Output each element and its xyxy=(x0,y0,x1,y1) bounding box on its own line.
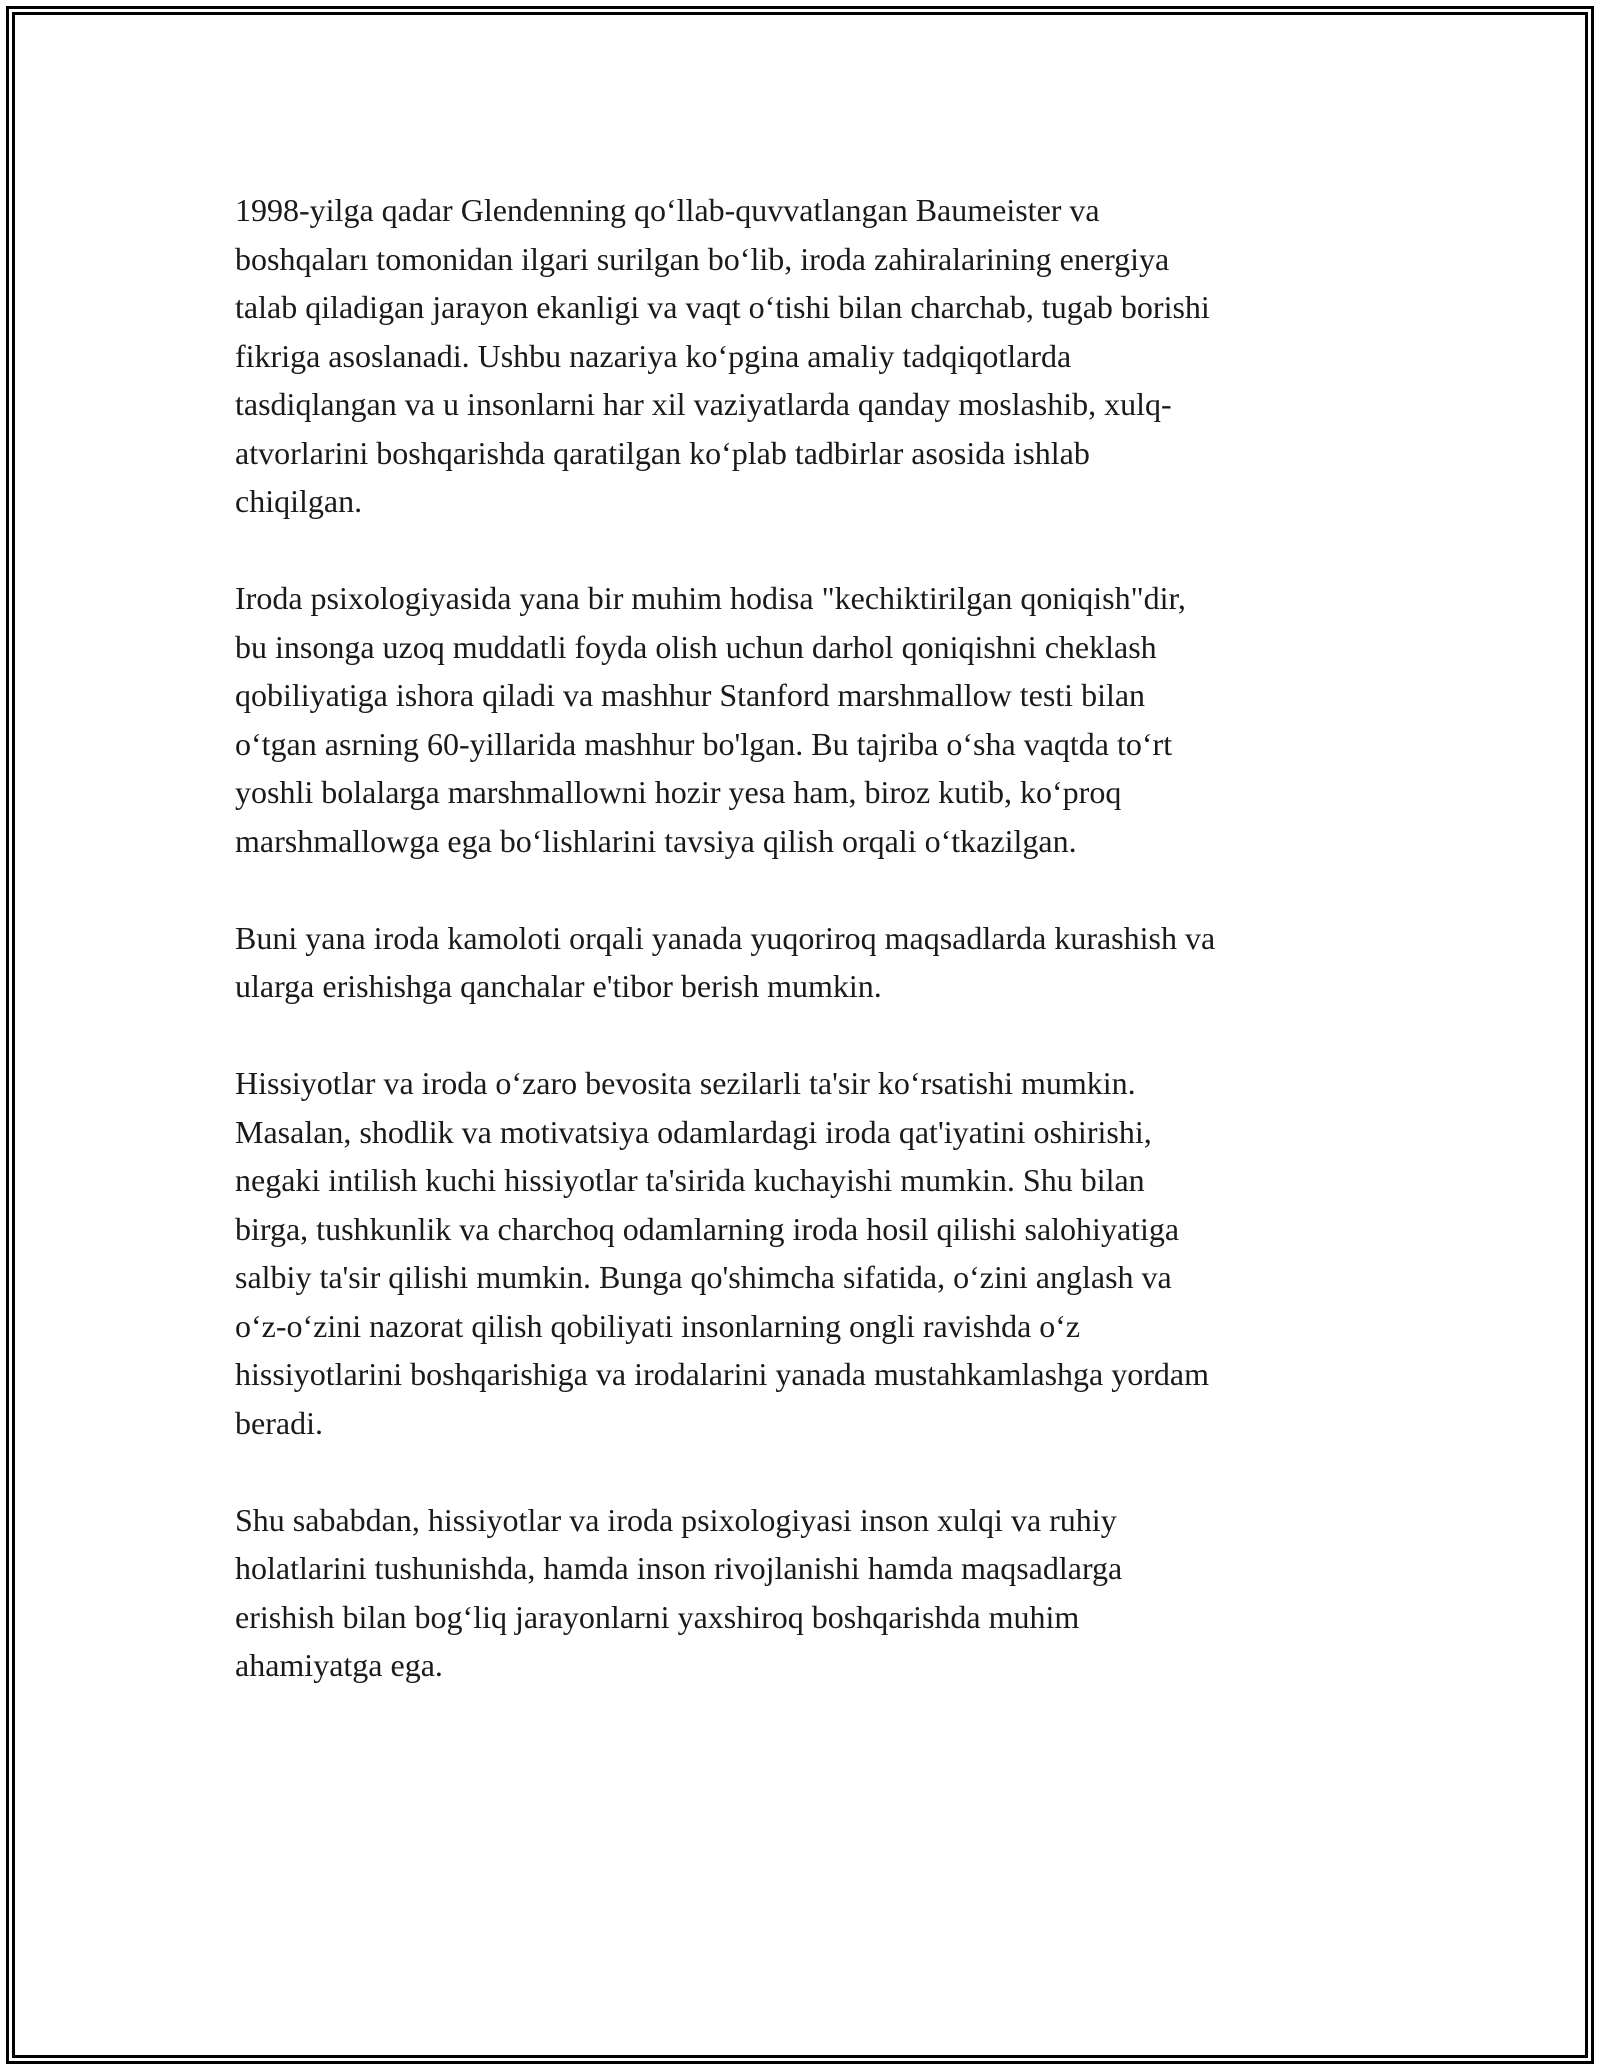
document-body xyxy=(235,186,1370,1738)
paragraph-3: Buni yana iroda kamoloti orqali yanada yuqoriroq maqsadlarda kurashish va ularga erishishga qanchalar e'tibor berish mumkin. xyxy=(235,919,1216,1004)
paragraph-2: Iroda psixologiyasida yana bir muhim hodisa "kechiktirilgan qoniqish"dir, bu insonga uzoq muddatli foyda olish uchun darhol qoniqishni cheklash qobiliyatiga ishora qiladi va mashhur Stanford marshmallow testi bilan oʻtgan asrning 60-yillarida mashhur bo'lgan. Bu tajriba oʻsha vaqtda toʻrt yoshli bolalarga marshmallowni hozir yesa ham, biroz kutib, koʻproq marshmallowga ega boʻlishlarini tavsiya qilish orqali oʻtkazilgan. xyxy=(235,580,1186,859)
paragraph-1: 1998-yilga qadar Glendenning qoʻllab-quvvatlangan Baumeister va boshqaları tomonidan ilgari surilgan boʻlib, iroda zahiralarining energiya talab qiladigan jarayon ekanligi va vaqt oʻtishi bilan charchab, tugab borishi fikriga asoslanadi. Ushbu nazariya koʻpgina amaliy tadqiqotlarda tasdiqlangan va u insonlarni har xil vaziyatlarda qanday moslashib, xulq- atvorlarini boshqarishda qaratilgan koʻplab tadbirlar asosida ishlab chiqilgan. xyxy=(235,192,1210,519)
paragraph-5: Shu sababdan, hissiyotlar va iroda psixologiyasi inson xulqi va ruhiy holatlarini tushunishda, hamda inson rivojlanishi hamda maqsadlarga erishish bilan bogʻliq jarayonlarni yaxshiroq boshqarishda muhim ahamiyatga ega. xyxy=(235,1501,1123,1683)
paragraph-4: Hissiyotlar va iroda oʻzaro bevosita sezilarli ta'sir koʻrsatishi mumkin. Masalan, shodlik va motivatsiya odamlardagi iroda qat'iyatini oshirishi, negaki intilish kuchi hissiyotlar ta'sirida kuchayishi mumkin. Shu bilan birga, tushkunlik va charchoq odamlarning iroda hosil qilishi salohiyatiga salbiy ta'sir qilishi mumkin. Bunga qo'shimcha sifatida, oʻzini anglash va oʻz-oʻzini nazorat qilish qobiliyati insonlarning ongli ravishda oʻz hissiyotlarini boshqarishiga va irodalarini yanada mustahkamlashga yordam beradi. xyxy=(235,1065,1209,1441)
